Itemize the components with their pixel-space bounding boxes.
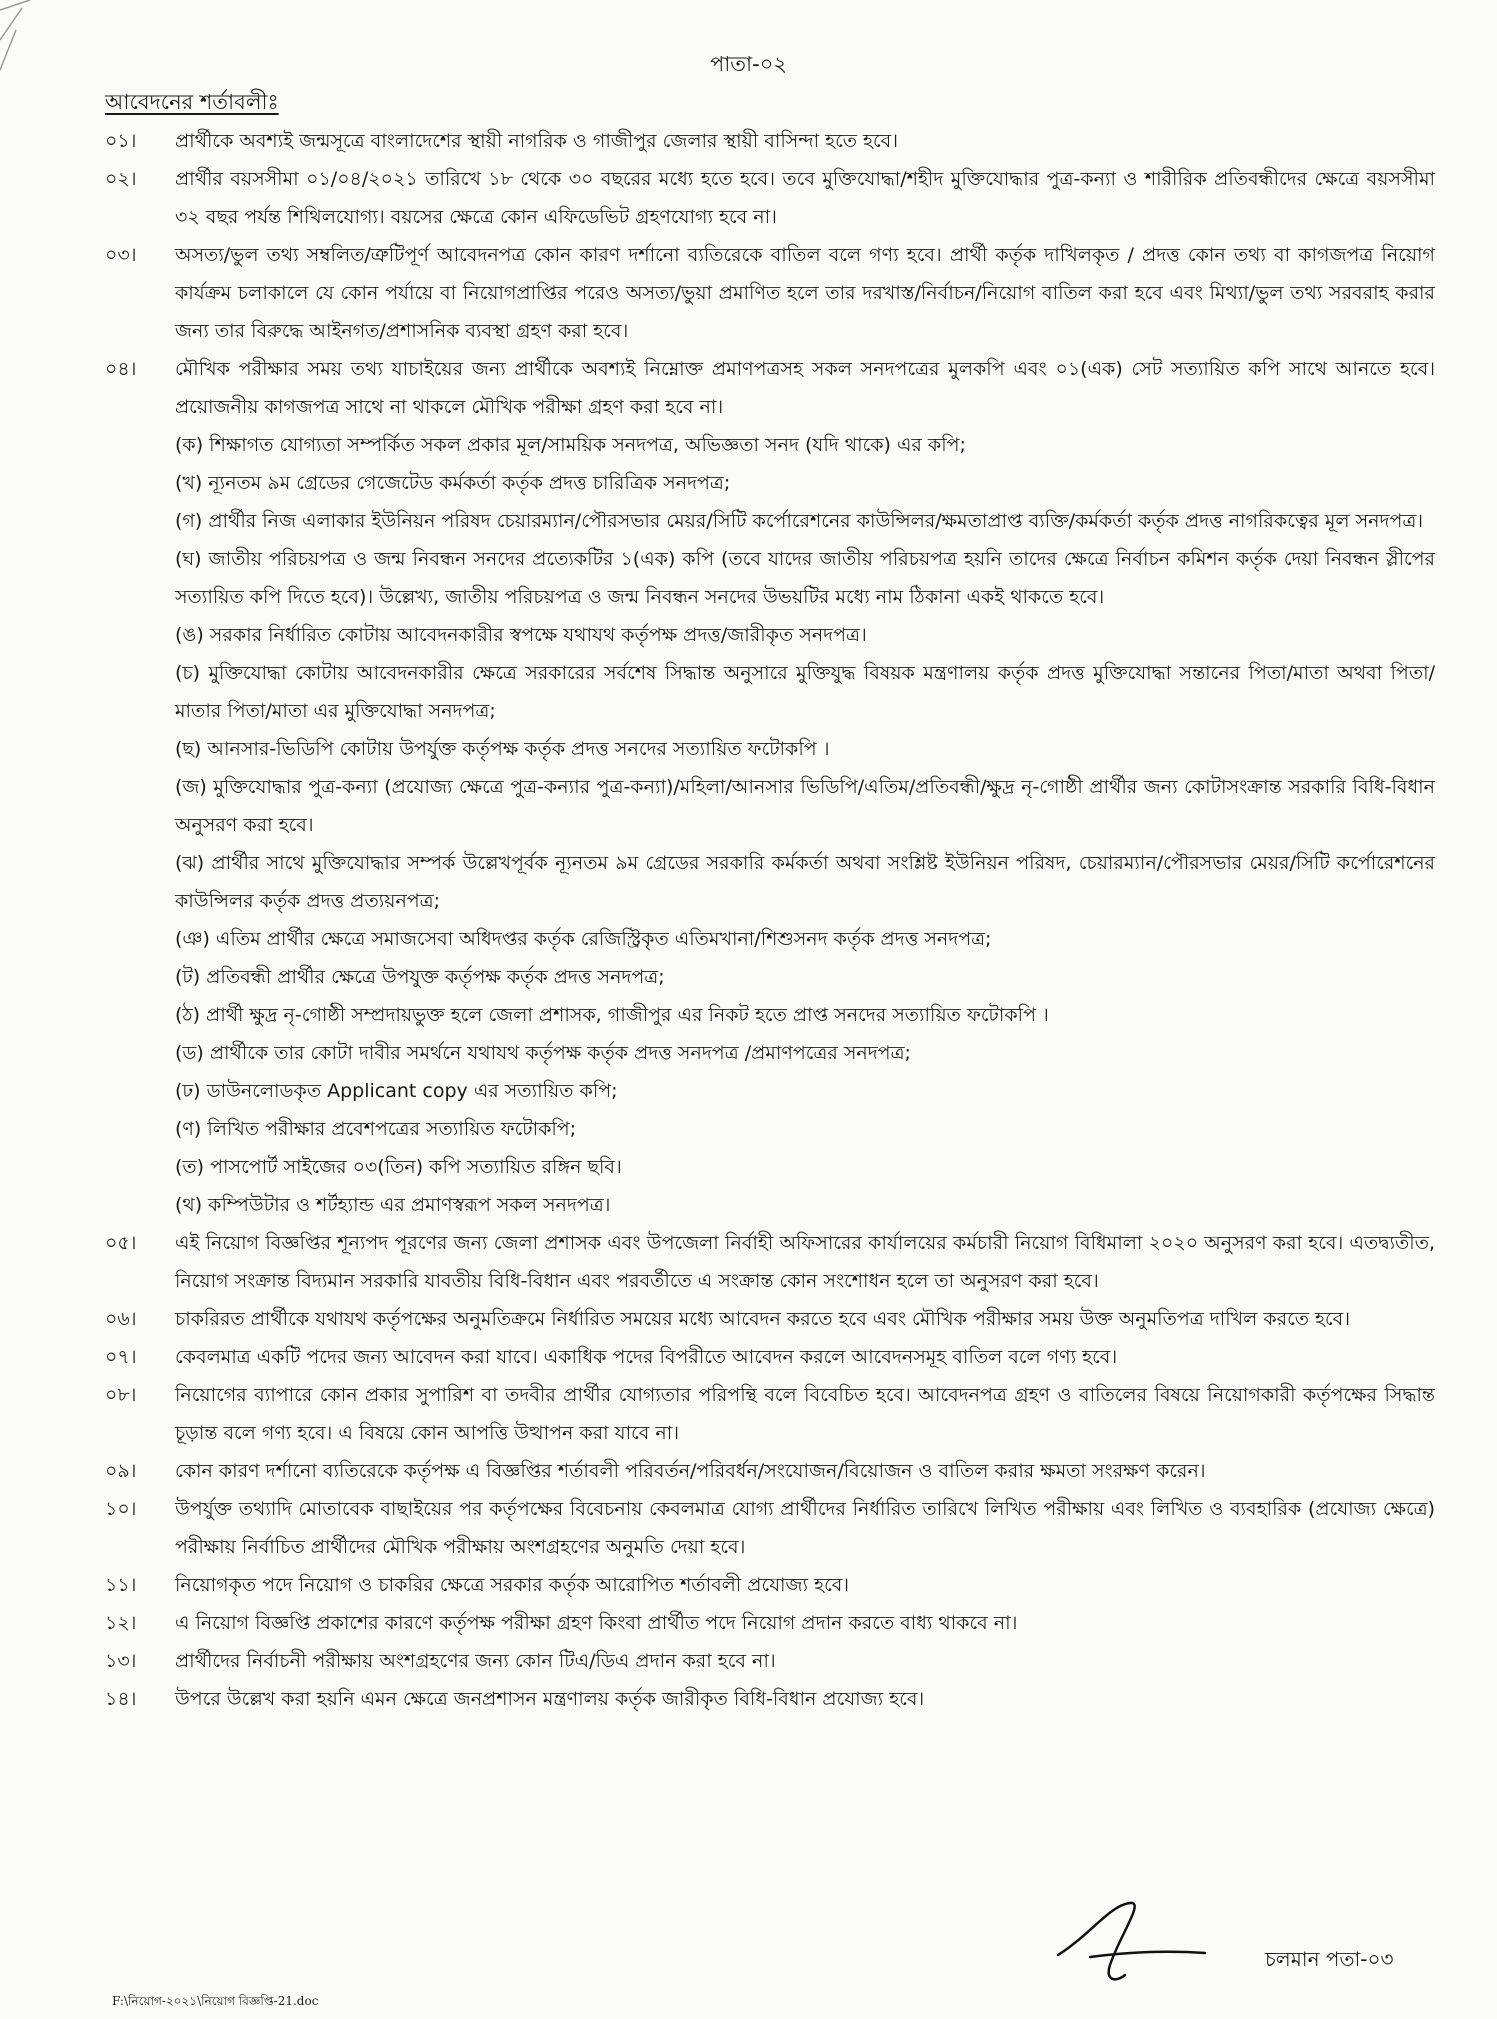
document-requirement: (ণ) লিখিত পরীক্ষার প্রবেশপত্রের সত্যায়িত ফটোকপি; [175,1118,577,1140]
document-requirement: (ঙ) সরকার নির্ধারিত কোটায় আবেদনকারীর স্বপক্ষে যথাযথ কর্তৃপক্ষ প্রদত্ত/জারীকৃত সনদপত্র। [175,624,867,646]
condition-text: কেবলমাত্র একটি পদের জন্য আবেদন করা যাবে। একাধিক পদের বিপরীতে আবেদন করলে আবেদনসমূহ বাতিল বলে গণ্য হবে। [175,1346,1118,1368]
condition-text: প্রার্থীকে অবশ্যই জন্মসূত্রে বাংলাদেশের স্থায়ী নাগরিক ও গাজীপুর জেলার স্থায়ী বাসিন্দা হতে হবে। [175,130,899,152]
condition-item [105,350,1435,1224]
condition-item [105,1338,1435,1376]
condition-number: ১৪। [105,1688,137,1710]
document-requirement: (ঢ) ডাউনলোডকৃত Applicant copy এর সত্যায়িত কপি; [175,1080,618,1102]
condition-number: ০১। [105,130,137,152]
condition-text: নিয়োগকৃত পদে নিয়োগ ও চাকরির ক্ষেত্রে সরকার কর্তৃক আরোপিত শর্তাবলী প্রযোজ্য হবে। [175,1574,850,1596]
continued-page-note: চলমান পতা-০৩ [1265,1947,1394,1971]
condition-number: ১১। [105,1574,137,1596]
condition-number: ১২। [105,1612,137,1634]
conditions-heading: আবেদনের শর্তাবলীঃ [105,90,279,114]
condition-item [105,1604,1435,1642]
condition-number: ০৩। [105,244,137,266]
condition-item [105,1566,1435,1604]
condition-text: উপরে উল্লেখ করা হয়নি এমন ক্ষেত্রে জনপ্রশাসন মন্ত্রণালয় কর্তৃক জারীকৃত বিধি-বিধান প্রযোজ্য হবে। [175,1688,925,1710]
document-requirement: (ঘ) জাতীয় পরিচয়পত্র ও জন্ম নিবন্ধন সনদের প্রত্যেকটির ১(এক) কপি (তবে যাদের জাতীয় পরিচয়পত্র হয়নি তাদের ক্ষেত্রে নির্বাচন কমিশন কর্তৃক দেয়া নিবন্ধন স্লীপের সত্যায়িত কপি দিতে হবে)। উল্লেখ্য, জাতীয় পরিচয়পত্র ও জন্ম নিবন্ধন সনদের উভয়টির মধ্যে নাম ঠিকানা একই থাকতে হবে। [175,548,1435,608]
document-requirement: (থ) কম্পিউটার ও শর্টহ্যান্ড এর প্রমাণস্বরূপ সকল সনদপত্র। [175,1194,611,1216]
document-requirement: (ছ) আনসার-ভিডিপি কোটায় উপর্যুক্ত কর্তৃপক্ষ কর্তৃক প্রদত্ত সনদের সত্যায়িত ফটোকপি । [175,738,830,760]
document-requirement: (ঠ) প্রার্থী ক্ষুদ্র নৃ-গোষ্ঠী সম্প্রদায়ভুক্ত হলে জেলা প্রশাসক, গাজীপুর এর নিকট হতে প্রাপ্ত সনদের সত্যায়িত ফটোকপি । [175,1004,1049,1026]
condition-text: এ নিয়োগ বিজ্ঞপ্তি প্রকাশের কারণে কর্তৃপক্ষ পরীক্ষা গ্রহণ কিংবা প্রার্থীত পদে নিয়োগ প্রদান করতে বাধ্য থাকবে না। [175,1612,1018,1634]
condition-text: চাকরিরত প্রার্থীকে যথাযথ কর্তৃপক্ষের অনুমতিক্রমে নির্ধারিত সময়ের মধ্যে আবেদন করতে হবে এবং মৌখিক পরীক্ষার সময় উক্ত অনুমতিপত্র দাখিল করতে হবে। [175,1308,1350,1330]
document-requirement: (চ) মুক্তিযোদ্ধা কোটায় আবেদনকারীর ক্ষেত্রে সরকারের সর্বশেষ সিদ্ধান্ত অনুসারে মুক্তিযুদ্ধ বিষয়ক মন্ত্রণালয় কর্তৃক প্রদত্ত মুক্তিযোদ্ধা সন্তানের পিতা/মাতা অথবা পিতা/মাতার পিতা/মাতা এর মুক্তিযোদ্ধা সনদপত্র; [175,662,1435,722]
condition-number: ০২। [105,168,137,190]
condition-item [105,1490,1435,1566]
condition-text: এই নিয়োগ বিজ্ঞপ্তির শূন্যপদ পূরণের জন্য জেলা প্রশাসক এবং উপজেলা নির্বাহী অফিসারের কার্যালয়ের কর্মচারী নিয়োগ বিধিমালা ২০২০ অনুসরণ করা হবে। এতদ্ব্যতীত, নিয়োগ সংক্রান্ত বিদ্যমান সরকারি যাবতীয় বিধি-বিধান এবং পরবর্তীতে এ সংক্রান্ত কোন সংশোধন হলে তা অনুসরণ করা হবে। [175,1232,1435,1292]
signature-scribble [1050,1895,1210,1990]
document-requirement: (ক) শিক্ষাগত যোগ্যতা সম্পর্কিত সকল প্রকার মূল/সাময়িক সনদপত্র, অভিজ্ঞতা সনদ (যদি থাকে) এর কপি; [175,434,966,456]
condition-number: ০৫। [105,1232,137,1254]
document-requirement: (গ) প্রার্থীর নিজ এলাকার ইউনিয়ন পরিষদ চেয়ারম্যান/পৌরসভার মেয়র/সিটি কর্পোরেশনের কাউন্সিলর/ক্ষমতাপ্রাপ্ত ব্যক্তি/কর্মকর্তা কর্তৃক প্রদত্ত নাগরিকত্বের মূল সনদপত্র। [175,510,1424,532]
condition-item [105,122,1435,160]
document-requirement: (ঞ) এতিম প্রার্থীর ক্ষেত্রে সমাজসেবা অধিদপ্তর কর্তৃক রেজিস্ট্রিকৃত এতিমখানা/শিশুসনদ কর্তৃক প্রদত্ত সনদপত্র; [175,928,992,950]
condition-number: ১৩। [105,1650,137,1672]
condition-number: ০৯। [105,1460,137,1482]
condition-text: মৌখিক পরীক্ষার সময় তথ্য যাচাইয়ের জন্য প্রার্থীকে অবশ্যই নিম্নোক্ত প্রমাণপত্রসহ সকল সনদপত্রের মুলকপি এবং ০১(এক) সেট সত্যায়িত কপি সাথে আনতে হবে। প্রয়োজনীয় কাগজপত্র সাথে না থাকলে মৌখিক পরীক্ষা গ্রহণ করা হবে না। [175,358,1435,418]
condition-text: প্রার্থীর বয়সসীমা ০১/০৪/২০২১ তারিখে ১৮ থেকে ৩০ বছরের মধ্যে হতে হবে। তবে মুক্তিযোদ্ধা/শহীদ মুক্তিযোদ্ধার পুত্র-কন্যা ও শারীরিক প্রতিবন্ধীদের ক্ষেত্রে বয়সসীমা ৩২ বছর পর্যন্ত শিথিলযোগ্য। বয়সের ক্ষেত্রে কোন এফিডেভিট গ্রহণযোগ্য হবে না। [175,168,1435,228]
condition-item [105,1680,1435,1718]
condition-number: ০৬। [105,1308,137,1330]
condition-text: কোন কারণ দর্শানো ব্যতিরেকে কর্তৃপক্ষ এ বিজ্ঞপ্তির শর্তাবলী পরিবর্তন/পরিবর্ধন/সংযোজন/বিয়োজন ও বাতিল করার ক্ষমতা সংরক্ষণ করেন। [175,1460,1206,1482]
file-path: F:\নিয়োগ-২০২১\নিয়োগ বিজ্ঞপ্তি-21.doc [112,1994,319,2008]
document-requirement: (ট) প্রতিবন্ধী প্রার্থীর ক্ষেত্রে উপযুক্ত কর্তৃপক্ষ কর্তৃক প্রদত্ত সনদপত্র; [175,966,665,988]
condition-text: অসত্য/ভুল তথ্য সম্বলিত/ত্রুটিপূর্ণ আবেদনপত্র কোন কারণ দর্শানো ব্যতিরেকে বাতিল বলে গণ্য হবে। প্রার্থী কর্তৃক দাখিলকৃত / প্রদত্ত কোন তথ্য বা কাগজপত্র নিয়োগ কার্যক্রম চলাকালে যে কোন পর্যায়ে বা নিয়োগপ্রাপ্তির পরেও অসত্য/ভুয়া প্রমাণিত হলে তার দরখাস্ত/নির্বাচন/নিয়োগ বাতিল করা হবে এবং মিথ্যা/ভুল তথ্য সরবরাহ করার জন্য তার বিরুদ্ধে আইনগত/প্রশাসনিক ব্যবস্থা গ্রহণ করা হবে। [175,244,1435,342]
condition-text: প্রার্থীদের নির্বাচনী পরীক্ষায় অংশগ্রহণের জন্য কোন টিএ/ডিএ প্রদান করা হবে না। [175,1650,776,1672]
condition-item [105,1642,1435,1680]
page-number: পাতা-০২ [709,52,788,76]
condition-text: নিয়োগের ব্যাপারে কোন প্রকার সুপারিশ বা তদবীর প্রার্থীর যোগ্যতার পরিপন্থি বলে বিবেচিত হবে। আবেদনপত্র গ্রহণ ও বাতিলের বিষয়ে নিয়োগকারী কর্তৃপক্ষের সিদ্ধান্ত চূড়ান্ত বলে গণ্য হবে। এ বিষয়ে কোন আপত্তি উত্থাপন করা যাবে না। [175,1384,1435,1444]
document-requirement: (জ) মুক্তিযোদ্ধার পুত্র-কন্যা (প্রযোজ্য ক্ষেত্রে পুত্র-কন্যার পুত্র-কন্যা)/মহিলা/আনসার ভিডিপি/এতিম/প্রতিবন্ধী/ক্ষুদ্র নৃ-গোষ্ঠী প্রার্থীর জন্য কোটাসংক্রান্ত সরকারি বিধি-বিধান অনুসরণ করা হবে। [175,776,1435,836]
condition-number: ০৭। [105,1346,137,1368]
condition-text: উপর্যুক্ত তথ্যাদি মোতাবেক বাছাইয়ের পর কর্তৃপক্ষের বিবেচনায় কেবলমাত্র যোগ্য প্রার্থীদের নির্ধারিত তারিখে লিখিত পরীক্ষায় এবং লিখিত ও ব্যবহারিক (প্রযোজ্য ক্ষেত্রে) পরীক্ষায় নির্বাচিত প্রার্থীদের মৌখিক পরীক্ষায় অংশগ্রহণের অনুমতি দেয়া হবে। [175,1498,1435,1558]
conditions-list [105,122,1435,1718]
document-requirement: (খ) ন্যূনতম ৯ম গ্রেডের গেজেটেড কর্মকর্তা কর্তৃক প্রদত্ত চারিত্রিক সনদপত্র; [175,472,731,494]
condition-item [105,1376,1435,1452]
condition-item [105,1224,1435,1300]
condition-item [105,1300,1435,1338]
condition-number: ০৪। [105,358,137,380]
document-requirement: (ত) পাসপোর্ট সাইজের ০৩(তিন) কপি সত্যায়িত রঙ্গিন ছবি। [175,1156,622,1178]
condition-block [175,350,1435,1224]
condition-item [105,1452,1435,1490]
condition-number: ১০। [105,1498,137,1520]
condition-number: ০৮। [105,1384,137,1406]
condition-item [105,160,1435,236]
document-requirement: (ঝ) প্রার্থীর সাথে মুক্তিযোদ্ধার সম্পর্ক উল্লেখপূর্বক ন্যূনতম ৯ম গ্রেডের সরকারি কর্মকর্তা অথবা সংশ্লিষ্ট ইউনিয়ন পরিষদ, চেয়ারম্যান/পৌরসভার মেয়র/সিটি কর্পোরেশনের কাউন্সিলর কর্তৃক প্রদত্ত প্রত্যয়নপত্র; [175,852,1435,912]
condition-item [105,236,1435,350]
document-requirement: (ড) প্রার্থীকে তার কোটা দাবীর সমর্থনে যথাযথ কর্তৃপক্ষ কর্তৃক প্রদত্ত সনদপত্র /প্রমাণপত্রের সনদপত্র; [175,1042,911,1064]
